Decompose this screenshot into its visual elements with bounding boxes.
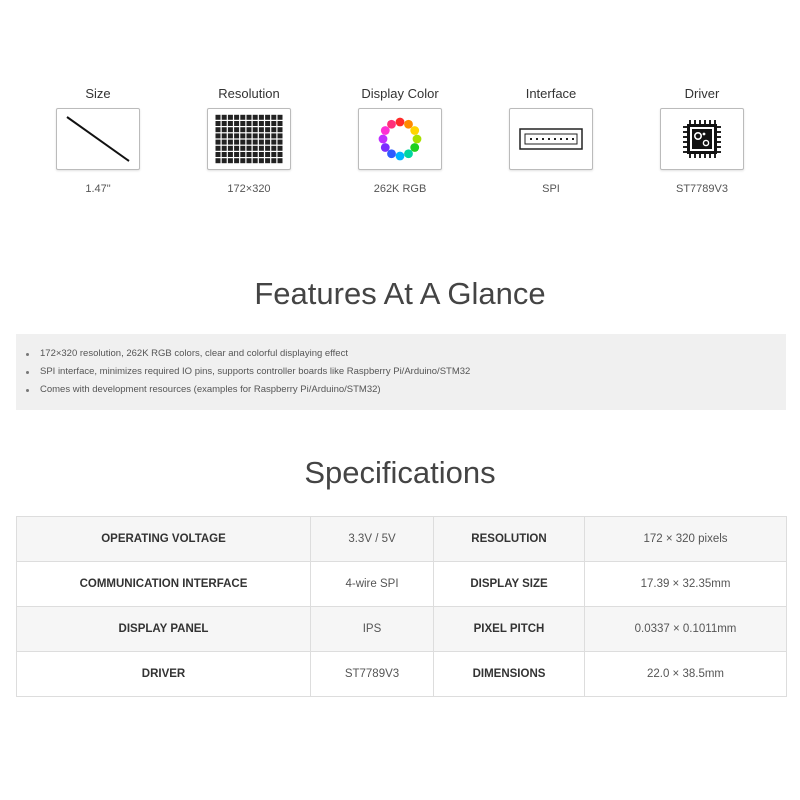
feature-item: Comes with development resources (examples for Raspberry Pi/Arduino/STM32) <box>40 381 786 399</box>
spec-value: 22.0 × 38.5mm <box>585 652 787 697</box>
spec-key: OPERATING VOLTAGE <box>17 517 311 562</box>
feature-item: SPI interface, minimizes required IO pins, supports controller boards like Raspberry Pi/Arduino/STM32 <box>40 363 786 381</box>
spec-value: 3.3V / 5V <box>311 517 434 562</box>
icon-card-label: Display Color <box>361 86 439 101</box>
spec-key: PIXEL PITCH <box>434 607 585 652</box>
icon-card-resolution <box>174 86 324 196</box>
icon-card-value: 1.47" <box>85 183 111 195</box>
spec-key: DIMENSIONS <box>434 652 585 697</box>
table-row <box>17 517 787 562</box>
spec-key: DISPLAY SIZE <box>434 562 585 607</box>
spec-value: 0.0337 × 0.1011mm <box>585 607 787 652</box>
specifications-table <box>16 516 787 697</box>
specifications-title: Specifications <box>304 455 496 490</box>
icon-card-value: 172×320 <box>227 183 271 195</box>
spec-key: DISPLAY PANEL <box>17 607 311 652</box>
icon-card-value: SPI <box>542 183 560 195</box>
spec-value: 17.39 × 32.35mm <box>585 562 787 607</box>
chip-icon <box>660 108 744 170</box>
icon-card-driver <box>627 86 777 196</box>
icon-card-label: Driver <box>684 86 720 101</box>
features-title: Features At A Glance <box>254 276 546 311</box>
table-row <box>17 652 787 697</box>
spec-key: DRIVER <box>17 652 311 697</box>
spec-key: RESOLUTION <box>434 517 585 562</box>
icon-card-interface <box>476 86 626 196</box>
icon-card-label: Size <box>85 86 111 101</box>
table-row <box>17 607 787 652</box>
spec-value: ST7789V3 <box>311 652 434 697</box>
icon-card-label: Resolution <box>218 86 280 101</box>
icon-card-value: ST7789V3 <box>676 183 728 195</box>
icon-card-value: 262K RGB <box>373 183 427 195</box>
features-box <box>16 334 786 410</box>
features-list <box>16 334 786 399</box>
spec-value: IPS <box>311 607 434 652</box>
table-row <box>17 562 787 607</box>
diagonal-size-icon <box>56 108 140 170</box>
pixel-grid-icon <box>207 108 291 170</box>
spec-value: 4-wire SPI <box>311 562 434 607</box>
spec-value: 172 × 320 pixels <box>585 517 787 562</box>
spec-icons-row <box>0 86 800 196</box>
connector-icon <box>509 108 593 170</box>
icon-card-size <box>23 86 173 196</box>
feature-item: 172×320 resolution, 262K RGB colors, clear and colorful displaying effect <box>40 345 786 363</box>
spec-key: COMMUNICATION INTERFACE <box>17 562 311 607</box>
icon-card-label: Interface <box>525 86 577 101</box>
icon-card-display-color <box>325 86 475 196</box>
color-wheel-icon <box>358 108 442 170</box>
